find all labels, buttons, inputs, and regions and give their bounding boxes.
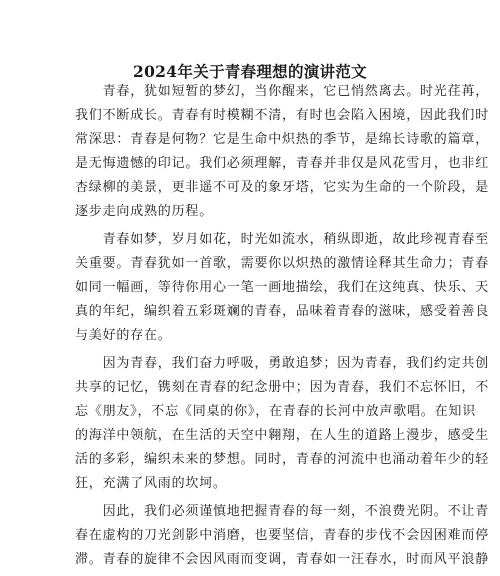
document-title: 2024年关于青春理想的演讲范文: [133, 62, 367, 81]
text-line: 忘《朋友》，不忘《同桌的你》，在青春的长河中放声歌唱。在知识: [75, 404, 477, 419]
document-body: [75, 80, 490, 576]
text-line: 活的多彩，编织未来的梦想。同时，青春的河流中也涌动着年少的轻: [75, 452, 490, 467]
text-line: 的海洋中领航，在生活的天空中翱翔，在人生的道路上漫步，感受生: [75, 428, 490, 443]
paragraph: [75, 80, 490, 224]
paragraph: [75, 500, 490, 572]
text-line: 是无悔遗憾的印记。我们必须理解，青春并非仅是风花雪月，也非红: [75, 156, 490, 171]
text-line: 滞。青春的旋律不会因风雨而变调，青春如一汪春水，时而风平浪静: [75, 552, 490, 567]
paragraph: [75, 352, 490, 496]
text-line: 狂，充满了风雨的坎坷。: [75, 476, 227, 491]
text-line: 因为青春，我们奋力呼吸，勇敢追梦；因为青春，我们约定共创: [75, 356, 490, 371]
text-line: 青春，犹如短暂的梦幻，当你醒来，它已悄然离去。时光荏苒，: [75, 84, 490, 99]
text-line: 我们不断成长。青春有时模糊不清，有时也会陷入困境，因此我们时: [75, 108, 490, 123]
text-line: 关重要。青春犹如一首歌，需要你以炽热的激情诠释其生命力；青春: [75, 256, 490, 271]
text-line: 常深思：青春是何物？它是生命中炽热的季节，是绵长诗歌的篇章，: [75, 132, 490, 147]
text-line: 真的年纪，编织着五彩斑斓的青春，品味着青春的滋味，感受着善良: [75, 304, 490, 319]
text-line: 杏绿柳的美景，更非遥不可及的象牙塔，它实为生命的一个阶段，是: [75, 180, 490, 195]
text-line: 逐步走向成熟的历程。: [75, 204, 214, 219]
text-line: 春在虚构的刀光剑影中消磨，也要坚信，青春的步伐不会因困难而停: [75, 528, 490, 543]
text-line: 青春如梦，岁月如花，时光如流水，稍纵即逝，故此珍视青春至: [75, 232, 490, 247]
text-line: 因此，我们必须谨慎地把握青春的每一刻，不浪费光阴。不让青: [75, 504, 490, 519]
text-line: 共享的记忆，镌刻在青春的纪念册中；因为青春，我们不忘怀旧，不: [75, 380, 490, 395]
text-line: 如同一幅画，等待你用心一笔一画地描绘，我们在这纯真、快乐、天: [75, 280, 490, 295]
text-line: 与美好的存在。: [75, 328, 172, 343]
paragraph: [75, 228, 490, 348]
